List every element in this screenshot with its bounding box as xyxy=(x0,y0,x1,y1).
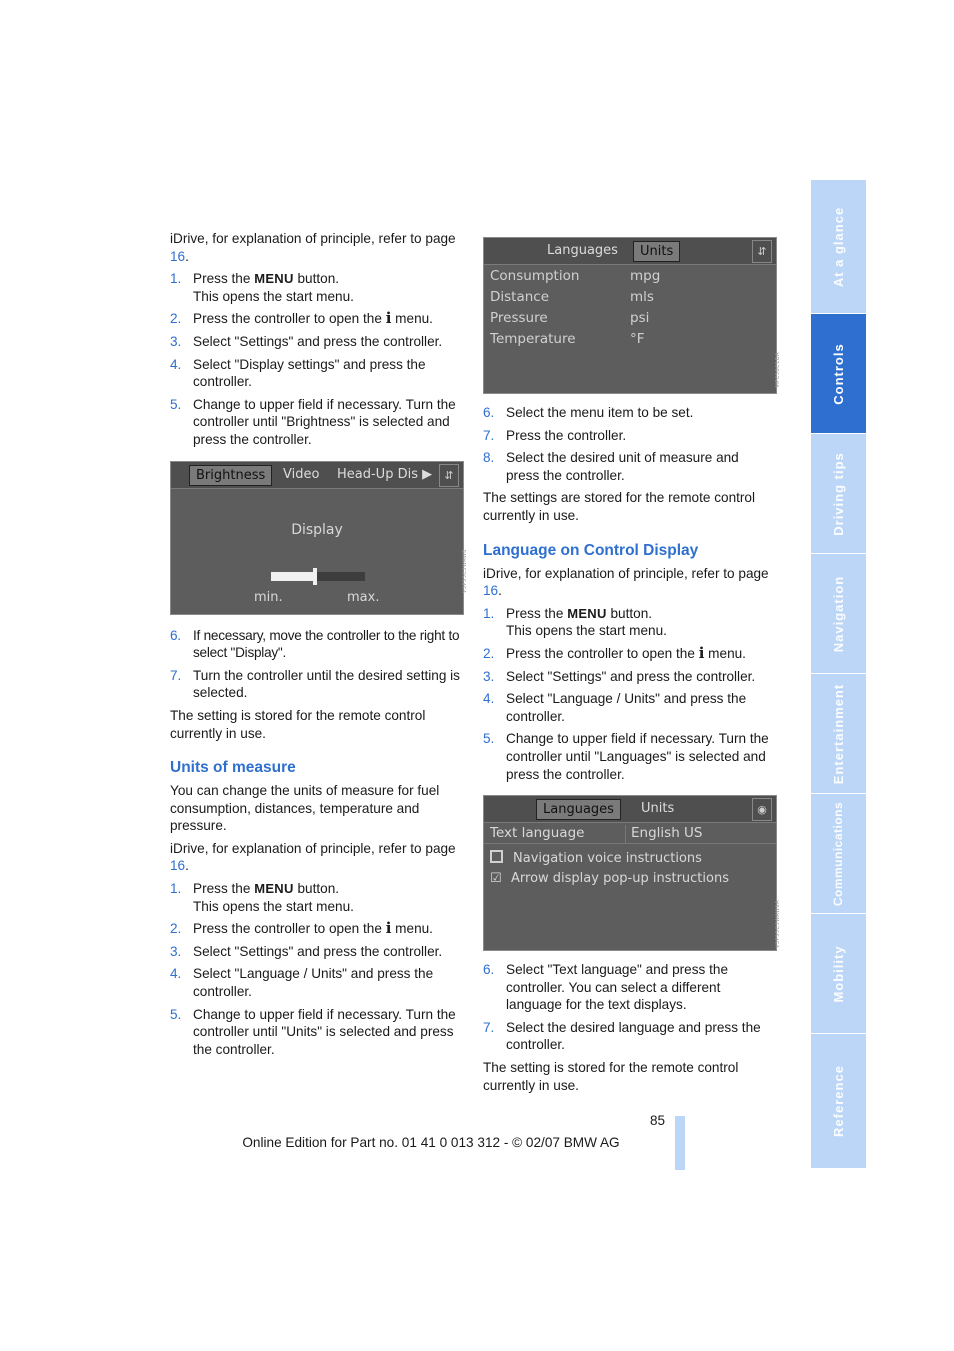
units-intro: You can change the units of measure for fuel consumption, distances, temperature and pressure. xyxy=(170,783,440,834)
sidebar-label: Entertainment xyxy=(830,683,846,784)
list-item xyxy=(170,333,462,351)
step-text: Select the desired unit of measure and press the controller. xyxy=(506,450,739,483)
intro-paragraph xyxy=(483,565,775,600)
checkbox-checked-icon: ☑ xyxy=(490,871,502,887)
step-number: 2. xyxy=(170,311,182,327)
step-text: Select "Settings" and press the controller. xyxy=(506,668,756,684)
info-icon: i xyxy=(385,309,392,328)
sidebar-item-mobility[interactable] xyxy=(811,914,866,1034)
step-text: Select "Language / Units" and press the controller. xyxy=(506,691,747,724)
left-column xyxy=(170,230,469,1063)
step-text: This opens the start menu. xyxy=(506,623,667,639)
step-text: button. xyxy=(606,605,653,621)
step-text: Press the controller. xyxy=(506,427,627,443)
step-text: Select "Text language" and press the controller. You can select a different language for the text displays. xyxy=(506,962,729,1013)
steps-list xyxy=(483,605,775,783)
units-screen xyxy=(483,237,782,394)
sidebar-item-driving-tips[interactable] xyxy=(811,434,866,554)
sidebar-item-at-a-glance[interactable] xyxy=(811,180,866,314)
list-item xyxy=(483,404,775,422)
list-item xyxy=(170,310,462,328)
steps-list xyxy=(483,404,775,484)
step-number: 4. xyxy=(483,691,495,707)
sidebar-item-entertainment[interactable] xyxy=(811,674,866,794)
step-number: 8. xyxy=(483,450,495,466)
list-item xyxy=(170,356,462,391)
step-number: 7. xyxy=(483,427,495,443)
stored-note: The setting is stored for the remote control currently in use. xyxy=(170,707,426,741)
steps-list xyxy=(170,270,462,448)
tab-units: Units xyxy=(641,801,675,817)
step-text: Press the xyxy=(193,881,255,897)
list-item xyxy=(170,667,462,702)
list-item xyxy=(483,605,775,640)
units-label-consumption: Consumption xyxy=(490,268,580,284)
list-item xyxy=(483,961,775,1014)
step-text: If necessary, move the controller to the right to select "Display". xyxy=(193,627,460,661)
info-icon: i xyxy=(385,919,392,938)
menu-button-icon: MENU xyxy=(254,271,294,287)
step-text: Press the controller to open the xyxy=(506,645,699,661)
step-text: This opens the start menu. xyxy=(193,288,354,304)
list-item xyxy=(483,1019,775,1054)
sidebar-item-navigation[interactable] xyxy=(811,554,866,674)
footer-text: Online Edition for Part no. 01 41 0 013 312 - © 02/07 BMW AG xyxy=(242,1135,620,1150)
steps-list xyxy=(483,961,775,1054)
sidebar-item-reference[interactable] xyxy=(811,1034,866,1169)
step-number: 6. xyxy=(170,627,181,643)
slider-max-label: max. xyxy=(347,589,380,605)
step-text: button. xyxy=(293,271,340,287)
list-item xyxy=(170,396,462,449)
step-text: Select the desired language and press the controller. xyxy=(506,1019,761,1053)
intro-text: iDrive, for explanation of principle, refer to page xyxy=(170,840,456,856)
text-language-row xyxy=(484,823,776,844)
units-value-distance: mls xyxy=(630,289,654,305)
slider-fill xyxy=(271,572,315,581)
option-label: Navigation voice instructions xyxy=(513,851,702,867)
units-value-consumption: mpg xyxy=(630,268,661,284)
intro-paragraph xyxy=(170,230,462,265)
image-id: MPC58C1DA xyxy=(775,352,782,388)
list-item xyxy=(170,1006,462,1059)
text-language-label: Text language xyxy=(490,825,585,842)
step-number: 1. xyxy=(170,881,182,897)
sidebar-label: Driving tips xyxy=(830,451,846,536)
screen-tabbar xyxy=(484,796,776,823)
display-label: Display xyxy=(291,521,343,538)
step-number: 7. xyxy=(483,1019,495,1035)
step-text: Change to upper field if necessary. Turn the controller until "Brightness" is selected and press the controller. xyxy=(193,396,456,447)
list-item xyxy=(483,645,775,663)
intro-paragraph xyxy=(170,840,462,875)
step-number: 5. xyxy=(170,396,182,412)
option-nav-voice xyxy=(490,850,702,868)
page-link[interactable]: 16 xyxy=(170,858,186,874)
controller-icon: ⇵ xyxy=(439,464,459,487)
step-number: 3. xyxy=(483,668,495,684)
list-item xyxy=(483,668,775,686)
step-number: 3. xyxy=(170,333,182,349)
step-number: 6. xyxy=(483,405,495,420)
right-column xyxy=(483,237,782,1099)
step-text: Change to upper field if necessary. Turn the controller until "Units" is selected and press the controller. xyxy=(193,1006,456,1057)
info-icon: i xyxy=(698,643,705,662)
screen-tabbar xyxy=(171,462,463,489)
step-text: button. xyxy=(293,881,340,897)
section-heading-language: Language on Control Display xyxy=(483,541,699,559)
step-text: Press the xyxy=(506,605,568,621)
units-value-pressure: psi xyxy=(630,310,650,326)
list-item xyxy=(170,880,462,915)
controller-icon: ⇵ xyxy=(752,240,772,263)
step-number: 1. xyxy=(170,271,182,287)
section-heading-units: Units of measure xyxy=(170,759,296,777)
sidebar-label: Controls xyxy=(830,342,846,405)
intro-end: . xyxy=(498,583,502,599)
menu-button-icon: MENU xyxy=(254,881,294,897)
menu-button-icon: MENU xyxy=(567,605,607,621)
brightness-slider xyxy=(271,572,365,581)
stored-note: The settings are stored for the remote control currently in use. xyxy=(483,490,756,523)
step-text: menu. xyxy=(704,645,746,661)
step-text: Change to upper field if necessary. Turn the controller until "Languages" is selected and press the controller. xyxy=(506,731,769,782)
step-number: 1. xyxy=(483,605,495,621)
step-text: menu. xyxy=(391,311,433,327)
list-item xyxy=(170,270,462,305)
sidebar-label: Mobility xyxy=(830,944,846,1003)
sidebar-label: Navigation xyxy=(830,575,846,652)
sidebar-label: At a glance xyxy=(830,206,846,287)
intro-end: . xyxy=(185,248,189,264)
screen-tabbar xyxy=(484,238,776,265)
tab-languages: Languages xyxy=(547,243,618,258)
image-id: V3PS5C3WAW8 xyxy=(462,549,469,594)
step-text: Select "Settings" and press the controller. xyxy=(193,333,443,349)
step-number: 6. xyxy=(483,962,495,978)
page-link[interactable]: 16 xyxy=(170,248,186,264)
step-text: Select "Display settings" and press the controller. xyxy=(193,356,426,390)
option-arrow-display xyxy=(490,870,729,888)
step-number: 5. xyxy=(483,731,495,747)
sidebar-label: Reference xyxy=(830,1065,846,1137)
intro-end: . xyxy=(185,858,189,874)
step-number: 4. xyxy=(170,356,182,372)
sidebar-item-communications[interactable] xyxy=(811,794,866,914)
step-text: Select "Language / Units" and press the controller. xyxy=(193,966,434,1000)
image-id: V3PS5C3WAW6A xyxy=(775,900,782,949)
intro-text: iDrive, for explanation of principle, refer to page xyxy=(170,231,456,246)
units-label-pressure: Pressure xyxy=(490,310,548,326)
sidebar-label: Communications xyxy=(830,801,845,906)
controller-icon: ◉ xyxy=(752,798,772,821)
step-number: 7. xyxy=(170,667,182,683)
units-label-distance: Distance xyxy=(490,289,550,305)
list-item xyxy=(170,965,462,1000)
step-number: 2. xyxy=(170,921,182,937)
list-item xyxy=(170,943,462,961)
step-text: Press the controller to open the xyxy=(193,311,386,327)
step-number: 5. xyxy=(170,1006,182,1022)
units-label-temperature: Temperature xyxy=(490,331,576,347)
tab-languages: Languages xyxy=(536,799,621,820)
page-number: 85 xyxy=(650,1113,666,1128)
step-number: 2. xyxy=(483,645,495,661)
list-item xyxy=(170,627,462,662)
steps-list xyxy=(170,627,462,702)
slider-knob xyxy=(313,568,317,585)
step-text: Turn the controller until the desired setting is selected. xyxy=(193,667,460,701)
step-text: Press the xyxy=(193,271,255,287)
steps-list xyxy=(170,880,462,1058)
language-value: English US xyxy=(625,825,703,843)
chapter-sidebar xyxy=(811,180,866,1168)
checkbox-unchecked-icon xyxy=(490,850,503,863)
list-item xyxy=(483,449,775,484)
step-text: menu. xyxy=(391,921,433,937)
tab-video: Video xyxy=(283,466,320,482)
slider-min-label: min. xyxy=(254,589,283,605)
sidebar-item-controls[interactable] xyxy=(811,314,866,434)
languages-screen xyxy=(483,795,782,951)
intro-text: iDrive, for explanation of principle, refer to page xyxy=(483,565,769,581)
step-number: 3. xyxy=(170,943,182,959)
tab-brightness: Brightness xyxy=(189,465,272,486)
step-text: This opens the start menu. xyxy=(193,898,354,914)
step-text: Press the controller to open the xyxy=(193,921,386,937)
units-value-temperature: °F xyxy=(630,331,645,347)
list-item xyxy=(483,730,775,783)
step-text: Select "Settings" and press the controller. xyxy=(193,943,443,959)
list-item xyxy=(483,427,775,445)
brightness-screen xyxy=(170,461,469,615)
step-text: Select the menu item to be set. xyxy=(506,405,694,420)
page-link[interactable]: 16 xyxy=(483,583,499,599)
list-item xyxy=(483,690,775,725)
stored-note: The setting is stored for the remote control currently in use. xyxy=(483,1060,739,1093)
tab-units: Units xyxy=(633,241,680,262)
step-number: 4. xyxy=(170,966,182,982)
tab-head-up: Head-Up Dis ▶ xyxy=(337,466,433,482)
list-item xyxy=(170,920,462,938)
option-label: Arrow display pop-up instructions xyxy=(511,871,729,887)
